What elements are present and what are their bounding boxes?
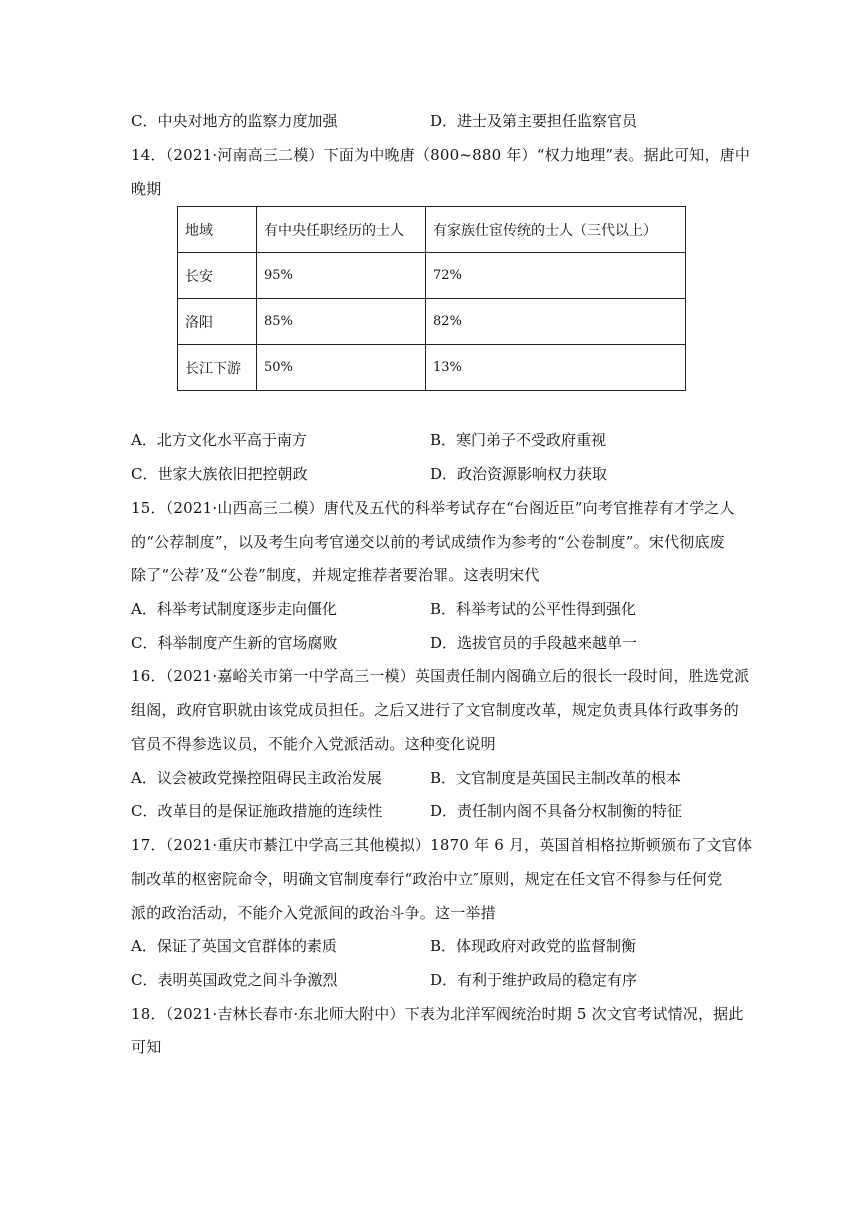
table-row xyxy=(178,253,686,299)
q16-stem-line-1: 16．（2021·嘉峪关市第一中学高三一模）英国责任制内阁确立后的很长一段时间，胜选党派 xyxy=(131,667,750,685)
q15-option-b: B．科举考试的公平性得到强化 xyxy=(430,600,637,618)
q17-option-c: C．表明英国政党之间斗争激烈 xyxy=(131,971,338,989)
q15-option-d: D．选拔官员的手段越来越单一 xyxy=(430,634,638,652)
q16-option-b: B．文官制度是英国民主制改革的根本 xyxy=(430,769,682,787)
q14-power-geography-table xyxy=(177,206,686,391)
q13-option-d: D．进士及第主要担任监察官员 xyxy=(430,112,638,130)
q17-option-d: D．有利于维护政局的稳定有序 xyxy=(430,971,638,989)
table-cell: 13% xyxy=(426,345,686,391)
q15-option-c: C．科举制度产生新的官场腐败 xyxy=(131,634,338,652)
table-cell: 长安 xyxy=(178,253,257,299)
table-cell: 72% xyxy=(426,253,686,299)
table-header-cell: 地域 xyxy=(178,207,257,253)
q16-option-a: A．议会被政党操控阻碍民主政治发展 xyxy=(131,769,382,787)
table-header-cell: 有中央任职经历的士人 xyxy=(257,207,426,253)
q14-option-d: D．政治资源影响权力获取 xyxy=(430,465,608,483)
table-cell: 85% xyxy=(257,299,426,345)
q14-option-b: B．寒门弟子不受政府重视 xyxy=(430,431,607,449)
q15-stem-line-1: 15．（2021·山西高三二模）唐代及五代的科举考试存在“台阁近臣”向考官推荐有才学之人 xyxy=(131,499,735,517)
table-cell: 长江下游 xyxy=(178,345,257,391)
q14-stem-line-1: 14．（2021·河南高三二模）下面为中晚唐（800~880 年）“权力地理”表。据此可知，唐中 xyxy=(131,146,751,164)
q17-stem-line-1: 17．（2021·重庆市綦江中学高三其他模拟）1870 年 6 月，英国首相格拉斯顿颁布了文官体 xyxy=(131,836,753,854)
table-cell: 82% xyxy=(426,299,686,345)
q14-option-a: A．北方文化水平高于南方 xyxy=(131,431,307,449)
q16-option-c: C．改革目的是保证施政措施的连续性 xyxy=(131,802,383,820)
q17-stem-line-2: 制改革的枢密院命令，明确文官制度奉行“政治中立″原则，规定在任文官不得参与任何党 xyxy=(131,870,723,888)
q18-stem-line-2: 可知 xyxy=(131,1038,162,1056)
table-header-cell: 有家族仕宦传统的士人（三代以上） xyxy=(426,207,686,253)
q15-stem-line-2: 的“公荐制度”，以及考生向考官递交以前的考试成绩作为参考的“公卷制度”。宋代彻底废 xyxy=(131,533,725,551)
table-cell: 洛阳 xyxy=(178,299,257,345)
q13-option-c: C．中央对地方的监察力度加强 xyxy=(131,112,338,130)
q16-option-d: D．责任制内阁不具备分权制衡的特征 xyxy=(430,802,683,820)
table-cell: 95% xyxy=(257,253,426,299)
q15-option-a: A．科举考试制度逐步走向僵化 xyxy=(131,600,337,618)
q17-option-b: B．体现政府对政党的监督制衡 xyxy=(430,937,637,955)
q17-stem-line-3: 派的政治活动，不能介入党派间的政治斗争。这一举措 xyxy=(131,904,496,922)
q16-stem-line-2: 组阁，政府官职就由该党成员担任。之后又进行了文官制度改革，规定负责具体行政事务的 xyxy=(131,701,740,719)
q15-stem-line-3: 除了“公荐’及“公卷”制度，并规定推荐者要治罪。这表明宋代 xyxy=(131,566,540,584)
q16-stem-line-3: 官员不得参选议员，不能介入党派活动。这种变化说明 xyxy=(131,735,496,753)
q14-stem-line-2: 晚期 xyxy=(131,180,162,198)
q17-option-a: A．保证了英国文官群体的素质 xyxy=(131,937,337,955)
q18-stem-line-1: 18．（2021·吉林长春市·东北师大附中）下表为北洋军阀统治时期 5 次文官考试情况，据此 xyxy=(131,1005,744,1023)
table-header-row xyxy=(178,207,686,253)
q14-option-c: C．世家大族依旧把控朝政 xyxy=(131,465,308,483)
table-row xyxy=(178,299,686,345)
table-row xyxy=(178,345,686,391)
table-cell: 50% xyxy=(257,345,426,391)
